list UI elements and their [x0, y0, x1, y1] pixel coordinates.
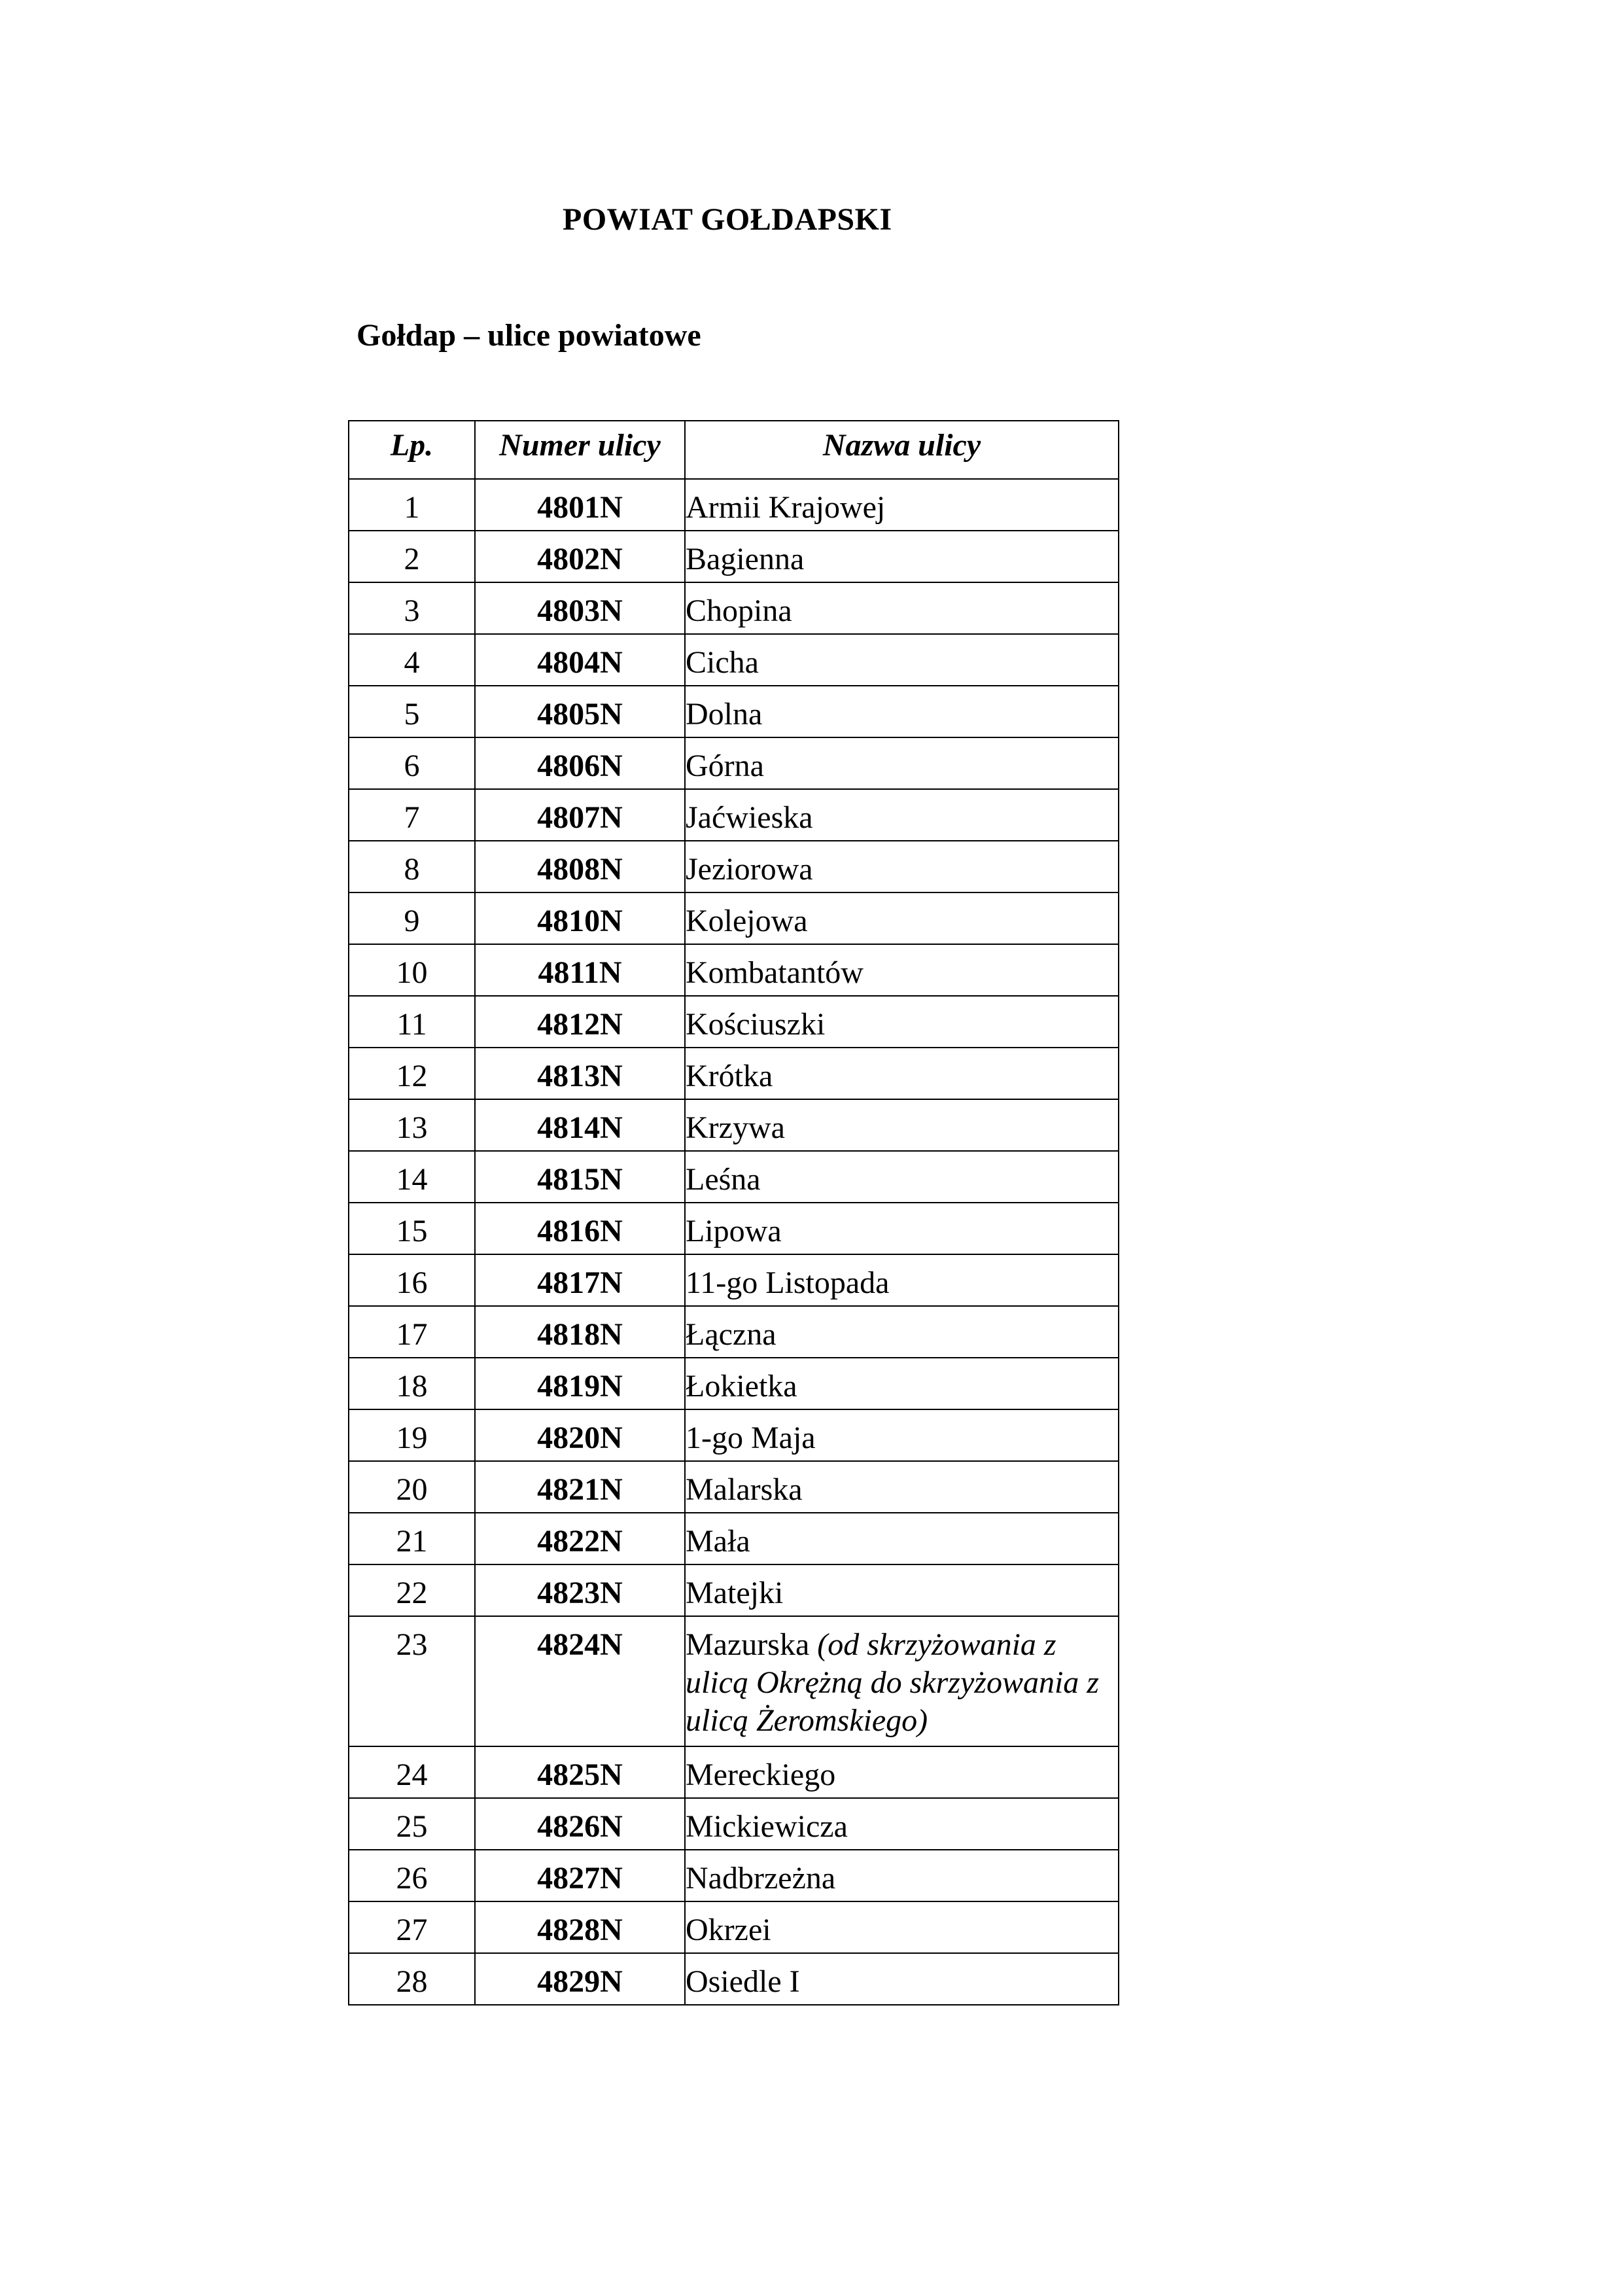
row-street-name-cell	[685, 1461, 1119, 1513]
row-street-name: Okrzei	[686, 1913, 771, 1947]
table-row	[349, 1461, 1119, 1513]
row-street-name-cell	[685, 1564, 1119, 1616]
row-lp: 11	[349, 996, 475, 1048]
row-street-name-cell	[685, 1409, 1119, 1461]
row-street-name-cell	[685, 1203, 1119, 1254]
table-row	[349, 582, 1119, 634]
header-number: Numer ulicy	[475, 421, 685, 479]
section-title: Gołdap – ulice powiatowe	[357, 318, 701, 353]
row-street-name: Kościuszki	[686, 1007, 826, 1042]
row-street-name-cell	[685, 841, 1119, 892]
row-street-name: Cicha	[686, 645, 759, 680]
row-lp: 16	[349, 1254, 475, 1306]
table-row	[349, 1306, 1119, 1358]
table-row	[349, 892, 1119, 944]
row-street-name-cell	[685, 582, 1119, 634]
row-street-number: 4823N	[475, 1564, 685, 1616]
row-street-name-cell	[685, 1746, 1119, 1798]
table-row	[349, 1151, 1119, 1203]
row-lp: 23	[349, 1616, 475, 1746]
row-street-name-cell	[685, 1306, 1119, 1358]
row-lp: 24	[349, 1746, 475, 1798]
streets-table	[348, 420, 1119, 2005]
row-street-number: 4804N	[475, 634, 685, 686]
row-street-number: 4825N	[475, 1746, 685, 1798]
row-street-name: Mereckiego	[686, 1757, 836, 1792]
row-lp: 6	[349, 737, 475, 789]
row-street-number: 4811N	[475, 944, 685, 996]
table-row	[349, 1513, 1119, 1564]
row-street-number: 4818N	[475, 1306, 685, 1358]
row-street-name: Łączna	[686, 1317, 777, 1352]
row-street-name-cell	[685, 996, 1119, 1048]
row-street-number: 4827N	[475, 1850, 685, 1901]
row-street-name-cell	[685, 1099, 1119, 1151]
row-street-number: 4802N	[475, 531, 685, 582]
table-row	[349, 944, 1119, 996]
row-lp: 26	[349, 1850, 475, 1901]
table-row	[349, 1564, 1119, 1616]
row-lp: 12	[349, 1048, 475, 1099]
row-street-name: Mała	[686, 1524, 750, 1559]
table-row	[349, 1203, 1119, 1254]
row-lp: 28	[349, 1953, 475, 2005]
row-street-number: 4824N	[475, 1616, 685, 1746]
row-street-number: 4826N	[475, 1798, 685, 1850]
row-street-name: Chopina	[686, 593, 792, 628]
row-lp: 5	[349, 686, 475, 737]
row-street-number: 4815N	[475, 1151, 685, 1203]
table-row	[349, 531, 1119, 582]
row-street-number: 4822N	[475, 1513, 685, 1564]
row-street-name-cell	[685, 737, 1119, 789]
row-lp: 20	[349, 1461, 475, 1513]
row-street-name: Bagienna	[686, 542, 805, 576]
row-street-name-cell	[685, 1513, 1119, 1564]
table-body	[349, 479, 1119, 2005]
row-street-name: Nadbrzeżna	[686, 1861, 836, 1896]
row-street-name-cell	[685, 479, 1119, 531]
row-street-name: Matejki	[686, 1576, 784, 1610]
row-street-name: Jeziorowa	[686, 852, 813, 887]
row-lp: 9	[349, 892, 475, 944]
table-row	[349, 841, 1119, 892]
row-lp: 1	[349, 479, 475, 531]
row-street-number: 4807N	[475, 789, 685, 841]
row-lp: 7	[349, 789, 475, 841]
row-street-name-cell	[685, 1151, 1119, 1203]
table-row	[349, 1254, 1119, 1306]
table-row	[349, 996, 1119, 1048]
row-street-number: 4801N	[475, 479, 685, 531]
row-street-name-cell	[685, 944, 1119, 996]
header-row	[349, 421, 1119, 479]
row-street-name: Górna	[686, 749, 764, 783]
row-lp: 18	[349, 1358, 475, 1409]
table-row	[349, 1746, 1119, 1798]
row-street-name: Jaćwieska	[686, 800, 813, 835]
page-title: POWIAT GOŁDAPSKI	[563, 202, 892, 237]
row-street-number: 4820N	[475, 1409, 685, 1461]
table-row	[349, 1901, 1119, 1953]
row-street-name: Mickiewicza	[686, 1809, 848, 1844]
row-street-number: 4828N	[475, 1901, 685, 1953]
row-street-note: (od skrzyżowania z ulicą Okrężną do skrzyżowania z ulicą Żeromskiego)	[686, 1627, 1099, 1738]
row-lp: 8	[349, 841, 475, 892]
row-street-name-cell	[685, 1616, 1119, 1746]
table-row	[349, 1358, 1119, 1409]
row-street-name: Mazurska	[686, 1627, 810, 1662]
row-street-number: 4806N	[475, 737, 685, 789]
row-street-name-cell	[685, 531, 1119, 582]
row-street-name-cell	[685, 686, 1119, 737]
row-street-name-cell	[685, 1850, 1119, 1901]
table-row	[349, 1099, 1119, 1151]
table-row	[349, 1048, 1119, 1099]
row-street-name-cell	[685, 1901, 1119, 1953]
table-row	[349, 686, 1119, 737]
table-row	[349, 1616, 1119, 1746]
row-street-number: 4805N	[475, 686, 685, 737]
row-street-name: 1-go Maja	[686, 1421, 816, 1455]
row-lp: 22	[349, 1564, 475, 1616]
row-street-name: Dolna	[686, 697, 763, 732]
row-street-name-cell	[685, 1953, 1119, 2005]
row-street-number: 4819N	[475, 1358, 685, 1409]
row-lp: 13	[349, 1099, 475, 1151]
row-street-number: 4814N	[475, 1099, 685, 1151]
row-street-number: 4812N	[475, 996, 685, 1048]
row-street-name: Kombatantów	[686, 955, 864, 990]
row-street-name: Malarska	[686, 1472, 803, 1507]
table-row	[349, 634, 1119, 686]
table-row	[349, 1409, 1119, 1461]
row-street-number: 4817N	[475, 1254, 685, 1306]
row-street-name: Kolejowa	[686, 904, 808, 938]
row-street-name: Krzywa	[686, 1110, 785, 1145]
row-street-name-cell	[685, 1798, 1119, 1850]
row-lp: 3	[349, 582, 475, 634]
row-street-number: 4816N	[475, 1203, 685, 1254]
row-lp: 2	[349, 531, 475, 582]
row-lp: 21	[349, 1513, 475, 1564]
row-lp: 10	[349, 944, 475, 996]
table-row	[349, 737, 1119, 789]
row-street-name-cell	[685, 789, 1119, 841]
row-street-name: 11-go Listopada	[686, 1265, 890, 1300]
table-row	[349, 789, 1119, 841]
row-street-number: 4808N	[475, 841, 685, 892]
header-lp: Lp.	[349, 421, 475, 479]
table-row	[349, 1850, 1119, 1901]
row-street-name: Krótka	[686, 1059, 773, 1093]
table-header	[349, 421, 1119, 479]
row-street-number: 4813N	[475, 1048, 685, 1099]
row-street-name: Armii Krajowej	[686, 490, 886, 525]
row-street-name: Osiedle I	[686, 1964, 800, 1999]
row-street-number: 4810N	[475, 892, 685, 944]
row-street-name: Lipowa	[686, 1214, 782, 1248]
row-lp: 4	[349, 634, 475, 686]
row-street-name: Leśna	[686, 1162, 761, 1197]
row-street-number: 4829N	[475, 1953, 685, 2005]
table-row	[349, 479, 1119, 531]
row-street-name-cell	[685, 1358, 1119, 1409]
row-lp: 14	[349, 1151, 475, 1203]
row-street-number: 4803N	[475, 582, 685, 634]
row-lp: 25	[349, 1798, 475, 1850]
header-name: Nazwa ulicy	[685, 421, 1119, 479]
row-lp: 17	[349, 1306, 475, 1358]
row-lp: 19	[349, 1409, 475, 1461]
row-street-name-cell	[685, 1254, 1119, 1306]
row-lp: 15	[349, 1203, 475, 1254]
row-street-name-cell	[685, 1048, 1119, 1099]
row-street-number: 4821N	[475, 1461, 685, 1513]
row-street-name-cell	[685, 634, 1119, 686]
row-street-name: Łokietka	[686, 1369, 797, 1404]
row-street-name-cell	[685, 892, 1119, 944]
row-lp: 27	[349, 1901, 475, 1953]
table-row	[349, 1953, 1119, 2005]
table-row	[349, 1798, 1119, 1850]
